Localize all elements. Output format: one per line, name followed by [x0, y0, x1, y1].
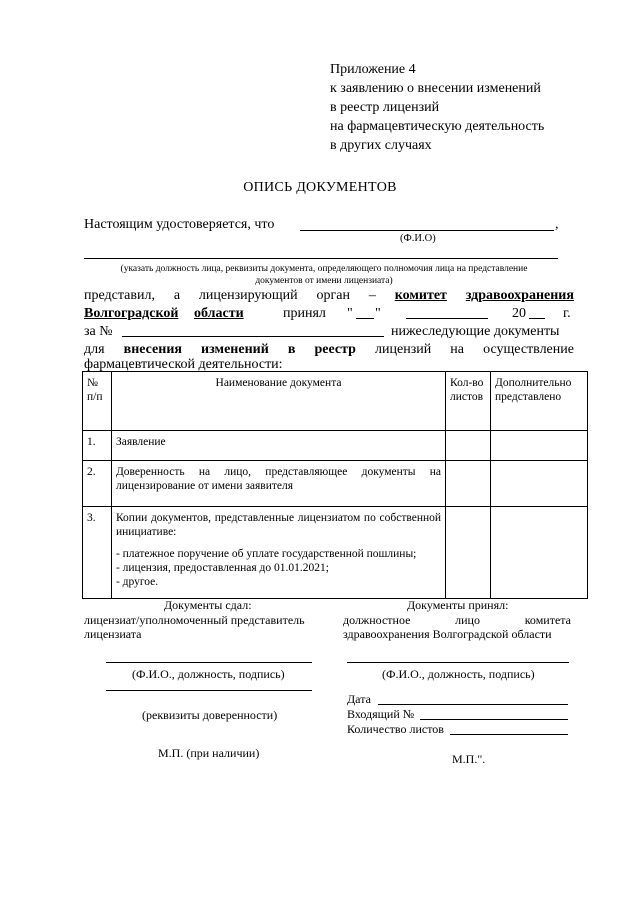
word: комитета — [524, 613, 571, 627]
year-suffix: г. — [563, 306, 571, 321]
certify-text: Настоящим удостоверяется, что — [84, 217, 275, 232]
position-note — [84, 263, 564, 287]
left-fio-caption: (Ф.И.О., должность, подпись) — [132, 667, 285, 681]
word: изменений — [201, 342, 269, 357]
appendix-block — [330, 60, 544, 155]
row-extra — [491, 507, 588, 599]
row-num: 3. — [83, 507, 112, 599]
body-line-2 — [84, 305, 574, 323]
row-extra — [491, 461, 588, 507]
year-prefix: 20 — [512, 306, 526, 321]
document-title: ОПИСЬ ДОКУМЕНТОВ — [243, 180, 397, 195]
documents-table — [82, 371, 588, 599]
row-count — [446, 461, 491, 507]
appendix-line: к заявлению о внесении изменений — [330, 81, 541, 96]
fio-caption: (Ф.И.О) — [400, 233, 436, 244]
table-row — [83, 461, 588, 507]
right-signature-title: Документы принял: — [407, 598, 509, 612]
quote: " — [375, 306, 381, 321]
sheets-line — [450, 734, 568, 735]
sheets-label: Количество листов — [347, 722, 444, 736]
table-row — [83, 431, 588, 461]
row-extra — [491, 431, 588, 461]
year-line — [529, 318, 545, 319]
header-count: Кол-во листов — [446, 372, 491, 431]
region-name: Волгоградской — [84, 306, 179, 321]
word: реестр — [314, 342, 356, 357]
word: – — [368, 288, 376, 303]
word: орган — [316, 288, 350, 303]
row-num: 1. — [83, 431, 112, 461]
word: в — [287, 342, 296, 357]
row-items — [116, 547, 441, 589]
word: лицензий — [375, 342, 432, 357]
body-line-1 — [84, 287, 574, 305]
power-line — [106, 690, 312, 691]
word: лицензирующий — [198, 288, 298, 303]
row-name: Копии документов, представленные лицензиатом по собственной инициативе: — [115, 512, 442, 538]
incoming-label: Входящий № — [347, 707, 415, 721]
word: внесения — [123, 342, 182, 357]
right-signature-sub: здравоохранения Волгоградской области — [343, 627, 552, 641]
row-num: 2. — [83, 461, 112, 507]
date-label: Дата — [347, 692, 371, 706]
power-caption: (реквизиты доверенности) — [142, 708, 278, 722]
fio-line — [300, 230, 554, 231]
word: лицо — [455, 613, 480, 627]
row-name: Заявление — [111, 431, 445, 461]
appendix-line: на фармацевтическую деятельность — [330, 119, 545, 134]
word: нижеследующие документы — [391, 324, 560, 339]
list-item: - платежное поручение об уплате государственной пошлины; — [115, 548, 417, 560]
number-label: за № — [84, 324, 113, 339]
word: на — [450, 342, 465, 357]
right-fio-line — [347, 662, 569, 663]
word: представил, — [84, 288, 155, 303]
number-line — [122, 336, 384, 337]
table-header-row — [83, 372, 588, 431]
word: должностное — [343, 613, 411, 627]
row-count — [446, 507, 491, 599]
appendix-line: в реестр лицензий — [330, 100, 440, 115]
row-name: Доверенность на лицо, представляющее документы на лицензирование от имени заявителя — [111, 461, 445, 507]
row-name-cell — [111, 507, 445, 599]
right-signature-sub — [343, 613, 571, 628]
left-fio-line — [106, 662, 312, 663]
left-signature-title: Документы сдал: — [164, 598, 252, 612]
month-line — [406, 318, 488, 319]
incoming-line — [420, 719, 568, 720]
left-signature-sub: лицензиата — [84, 627, 142, 641]
position-line — [84, 258, 558, 259]
word: для — [84, 342, 105, 357]
word: принял — [283, 306, 326, 321]
committee-name: комитет — [394, 288, 447, 303]
list-item: - другое. — [115, 576, 159, 588]
position-note-line: (указать должность лица, реквизиты документа, определяющего полномочия лица на представление — [120, 264, 528, 274]
right-fio-caption: (Ф.И.О., должность, подпись) — [382, 667, 535, 681]
certify-comma: , — [555, 217, 559, 232]
right-stamp: М.П.". — [452, 752, 486, 766]
quote: " — [347, 306, 353, 321]
body-line-3 — [84, 323, 574, 341]
appendix-line: в других случаях — [330, 138, 432, 153]
position-note-line: документов от имени лицензиата) — [255, 276, 393, 286]
region-name: области — [194, 306, 244, 321]
word: а — [173, 288, 181, 303]
committee-name: здравоохранения — [465, 288, 574, 303]
header-name: Наименование документа — [111, 372, 445, 431]
header-extra: Дополнительно представлено — [491, 372, 588, 431]
row-count — [446, 431, 491, 461]
list-item: - лицензия, предоставленная до 01.01.2021; — [115, 562, 329, 574]
table-row — [83, 507, 588, 599]
day-line — [356, 318, 374, 319]
header-num: № п/п — [83, 372, 112, 431]
appendix-line: Приложение 4 — [330, 62, 416, 77]
word: осуществление — [483, 342, 574, 357]
date-line — [378, 704, 568, 705]
body-line-5: фармацевтической деятельности: — [84, 357, 283, 372]
left-stamp: М.П. (при наличии) — [158, 746, 260, 760]
left-signature-sub: лицензиат/уполномоченный представитель — [84, 613, 305, 627]
